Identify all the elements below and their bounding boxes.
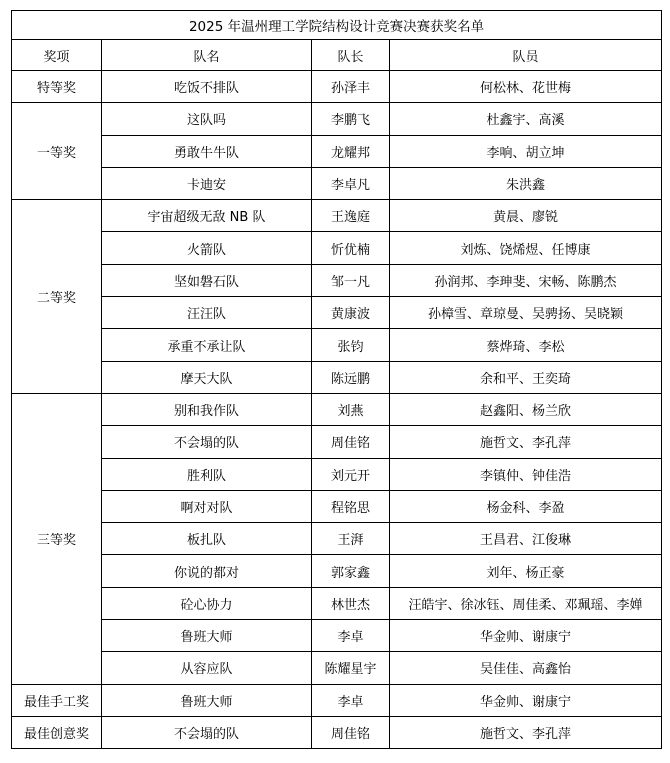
captain-cell: 黄康波 — [312, 297, 390, 329]
table-row — [12, 135, 662, 167]
team-cell: 别和我作队 — [102, 393, 312, 425]
team-cell: 吃饭不排队 — [102, 71, 312, 103]
members-cell: 施哲文、李孔萍 — [390, 426, 662, 458]
captain-cell: 周佳铭 — [312, 716, 390, 748]
table-row — [12, 232, 662, 264]
table-row — [12, 167, 662, 199]
members-cell: 华金帅、谢康宁 — [390, 684, 662, 716]
table-row — [12, 490, 662, 522]
members-cell: 汪皓宇、徐冰钰、周佳柔、邓珮瑶、李婵 — [390, 587, 662, 619]
members-cell: 杜鑫宇、高溪 — [390, 103, 662, 135]
table-title: 2025 年温州理工学院结构设计竞赛决赛获奖名单 — [12, 11, 662, 40]
table-row — [12, 555, 662, 587]
header-members: 队员 — [390, 40, 662, 71]
captain-cell: 邹一凡 — [312, 264, 390, 296]
captain-cell: 忻优楠 — [312, 232, 390, 264]
table-row — [12, 523, 662, 555]
members-cell: 何松林、花世梅 — [390, 71, 662, 103]
award-cell: 特等奖 — [12, 71, 102, 103]
award-table-body — [12, 11, 662, 749]
team-cell: 勇敢牛牛队 — [102, 135, 312, 167]
table-row — [12, 264, 662, 296]
captain-cell: 龙耀邦 — [312, 135, 390, 167]
captain-cell: 陈远鹏 — [312, 361, 390, 393]
captain-cell: 程铭思 — [312, 490, 390, 522]
captain-cell: 王逸庭 — [312, 200, 390, 232]
captain-cell: 李卓 — [312, 684, 390, 716]
team-cell: 板扎队 — [102, 523, 312, 555]
members-cell: 吴佳佳、高鑫怡 — [390, 652, 662, 684]
table-row — [12, 684, 662, 716]
table-row — [12, 458, 662, 490]
table-row — [12, 71, 662, 103]
team-cell: 你说的都对 — [102, 555, 312, 587]
title-row — [12, 11, 662, 40]
award-cell: 一等奖 — [12, 103, 102, 200]
members-cell: 余和平、王奕琦 — [390, 361, 662, 393]
team-cell: 胜利队 — [102, 458, 312, 490]
members-cell: 孙润邦、李珅斐、宋畅、陈鹏杰 — [390, 264, 662, 296]
award-cell: 最佳手工奖 — [12, 684, 102, 716]
team-cell: 从容应队 — [102, 652, 312, 684]
team-cell: 鲁班大师 — [102, 684, 312, 716]
members-cell: 刘炼、饶烯煜、任博康 — [390, 232, 662, 264]
members-cell: 杨金科、李盈 — [390, 490, 662, 522]
captain-cell: 李卓凡 — [312, 167, 390, 199]
team-cell: 摩天大队 — [102, 361, 312, 393]
award-cell: 最佳创意奖 — [12, 716, 102, 748]
team-cell: 火箭队 — [102, 232, 312, 264]
award-cell: 二等奖 — [12, 200, 102, 394]
team-cell: 卡迪安 — [102, 167, 312, 199]
members-cell: 刘年、杨正豪 — [390, 555, 662, 587]
captain-cell: 陈耀星宇 — [312, 652, 390, 684]
header-award: 奖项 — [12, 40, 102, 71]
table-row — [12, 620, 662, 652]
team-cell: 坚如磐石队 — [102, 264, 312, 296]
table-row — [12, 426, 662, 458]
team-cell: 啊对对队 — [102, 490, 312, 522]
captain-cell: 孙泽丰 — [312, 71, 390, 103]
table-row — [12, 297, 662, 329]
team-cell: 这队吗 — [102, 103, 312, 135]
members-cell: 赵鑫阳、杨兰欣 — [390, 393, 662, 425]
captain-cell: 刘燕 — [312, 393, 390, 425]
captain-cell: 张钧 — [312, 329, 390, 361]
table-row — [12, 393, 662, 425]
award-table — [11, 10, 662, 749]
header-row — [12, 40, 662, 71]
award-cell: 三等奖 — [12, 393, 102, 684]
captain-cell: 刘元开 — [312, 458, 390, 490]
members-cell: 黄晨、廖锐 — [390, 200, 662, 232]
table-row — [12, 587, 662, 619]
table-row — [12, 103, 662, 135]
team-cell: 不会塌的队 — [102, 716, 312, 748]
table-row — [12, 361, 662, 393]
header-team: 队名 — [102, 40, 312, 71]
members-cell: 华金帅、谢康宁 — [390, 620, 662, 652]
team-cell: 承重不承让队 — [102, 329, 312, 361]
captain-cell: 李鹏飞 — [312, 103, 390, 135]
team-cell: 宇宙超级无敌 NB 队 — [102, 200, 312, 232]
table-row — [12, 652, 662, 684]
members-cell: 李响、胡立坤 — [390, 135, 662, 167]
team-cell: 砼心协力 — [102, 587, 312, 619]
members-cell: 李镇仲、钟佳浩 — [390, 458, 662, 490]
team-cell: 汪汪队 — [102, 297, 312, 329]
captain-cell: 林世杰 — [312, 587, 390, 619]
members-cell: 朱洪鑫 — [390, 167, 662, 199]
team-cell: 不会塌的队 — [102, 426, 312, 458]
table-row — [12, 329, 662, 361]
captain-cell: 郭家鑫 — [312, 555, 390, 587]
members-cell: 施哲文、李孔萍 — [390, 716, 662, 748]
members-cell: 王昌君、江俊琳 — [390, 523, 662, 555]
members-cell: 蔡烨琦、李松 — [390, 329, 662, 361]
captain-cell: 周佳铭 — [312, 426, 390, 458]
captain-cell: 李卓 — [312, 620, 390, 652]
header-captain: 队长 — [312, 40, 390, 71]
table-row — [12, 200, 662, 232]
team-cell: 鲁班大师 — [102, 620, 312, 652]
table-row — [12, 716, 662, 748]
captain-cell: 王湃 — [312, 523, 390, 555]
members-cell: 孙樟雪、章琼曼、吴骋扬、吴晓颖 — [390, 297, 662, 329]
